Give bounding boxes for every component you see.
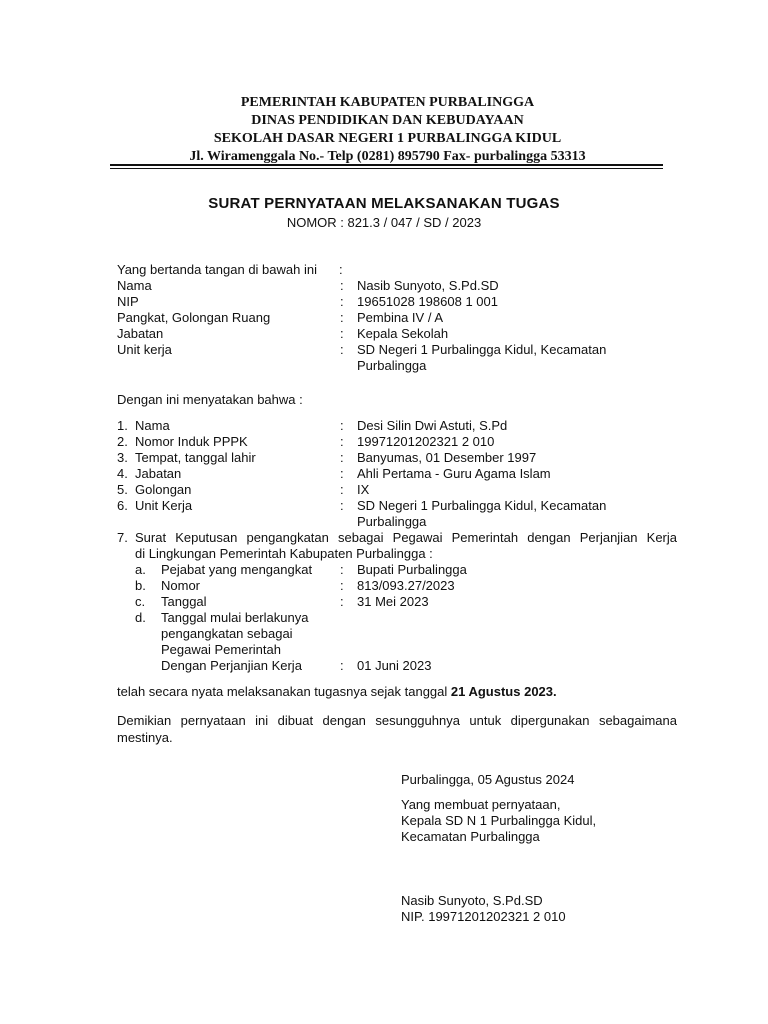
field-label-continued: Dengan Perjanjian Kerja [161, 658, 302, 673]
employee-row-unit-cont [117, 514, 677, 530]
field-label: Golongan [135, 482, 192, 497]
item-number: 5. [117, 482, 128, 497]
field-colon: : [340, 498, 344, 513]
field-value: Bupati Purbalingga [357, 562, 467, 577]
letterhead-rule-thick [110, 164, 663, 166]
field-value: 813/093.27/2023 [357, 578, 455, 593]
item-number: 6. [117, 498, 128, 513]
field-value: 01 Juni 2023 [357, 658, 432, 673]
signature-position: Kepala SD N 1 Purbalingga Kidul, [401, 813, 597, 828]
field-label: Jabatan [117, 326, 164, 341]
item-number: 1. [117, 418, 128, 433]
declare-intro: Dengan ini menyatakan bahwa : [117, 392, 303, 407]
field-colon: : [340, 594, 344, 609]
signer-row-unit [117, 342, 677, 358]
letterhead-department: DINAS PENDIDIKAN DAN KEBUDAYAAN [251, 113, 524, 128]
letterhead-school: SEKOLAH DASAR NEGERI 1 PURBALINGGA KIDUL [213, 131, 562, 146]
letterhead-rule-thin [110, 168, 663, 169]
field-value: SD Negeri 1 Purbalingga Kidul, Kecamatan [357, 342, 607, 357]
field-colon: : [340, 578, 344, 593]
employee-row-position [117, 466, 677, 482]
item-number: 7. [117, 530, 128, 545]
field-label: Nama [117, 278, 152, 293]
field-colon: : [340, 342, 344, 357]
employee-row-nipppk [117, 434, 677, 450]
item7-text-continued: di Lingkungan Pemerintah Kabupaten Purbalingga : [135, 546, 433, 561]
field-colon: : [340, 658, 344, 673]
item7-line2 [117, 546, 677, 562]
field-colon: : [340, 326, 344, 341]
field-colon: : [340, 278, 344, 293]
statement-line [117, 684, 677, 700]
letterhead-government: PEMERINTAH KABUPATEN PURBALINGGA [240, 95, 535, 110]
item-number: 3. [117, 450, 128, 465]
statement-text: telah secara nyata melaksanakan tugasnya sejak tanggal [117, 684, 451, 699]
signer-row-position [117, 326, 677, 342]
letterhead-address: Jl. Wiramenggala No.- Telp (0281) 895790 Fax- purbalingga 53313 [189, 149, 586, 164]
item7-sub-d-line2 [117, 626, 677, 642]
signature-place-date: Purbalingga, 05 Agustus 2024 [401, 772, 575, 787]
item7-line1 [117, 530, 677, 546]
field-colon: : [340, 434, 344, 449]
intro-line [117, 262, 677, 278]
sub-letter: c. [135, 594, 146, 609]
signature-nip: NIP. 19971201202321 2 010 [401, 909, 566, 924]
field-colon: : [340, 418, 344, 433]
signer-row-unit-cont [117, 358, 677, 374]
signer-row-name [117, 278, 677, 294]
signer-row-nip [117, 294, 677, 310]
field-label: Pejabat yang mengangkat [161, 562, 313, 577]
field-label: Jabatan [135, 466, 182, 481]
field-value: Kepala Sekolah [357, 326, 449, 341]
item7-text: Surat Keputusan pengangkatan sebagai Pegawai Pemerintah dengan Perjanjian Kerja [135, 530, 677, 545]
intro-colon: : [339, 262, 343, 277]
field-value: Ahli Pertama - Guru Agama Islam [357, 466, 551, 481]
field-label: Nama [135, 418, 170, 433]
field-colon: : [340, 482, 344, 497]
item7-sub-a [117, 562, 677, 578]
field-value: Banyumas, 01 Desember 1997 [357, 450, 537, 465]
field-label: Tempat, tanggal lahir [135, 450, 256, 465]
item7-sub-d-line4 [117, 658, 677, 674]
field-label-continued: Pegawai Pemerintah [161, 642, 281, 657]
field-label-continued: pengangkatan sebagai [161, 626, 293, 641]
item7-sub-c [117, 594, 677, 610]
field-value: 19971201202321 2 010 [357, 434, 495, 449]
field-label: Tanggal [161, 594, 207, 609]
field-colon: : [340, 310, 344, 325]
employee-row-unit [117, 498, 677, 514]
item7-sub-d-line3 [117, 642, 677, 658]
signature-maker: Yang membuat pernyataan, [401, 797, 561, 812]
item-number: 2. [117, 434, 128, 449]
intro-text: Yang bertanda tangan di bawah ini [117, 262, 317, 277]
employee-row-grade [117, 482, 677, 498]
field-label: Unit Kerja [135, 498, 193, 513]
field-value: Nasib Sunyoto, S.Pd.SD [357, 278, 499, 293]
signature-name: Nasib Sunyoto, S.Pd.SD [401, 893, 543, 908]
sub-letter: d. [135, 610, 146, 625]
field-label: Pangkat, Golongan Ruang [117, 310, 271, 325]
employee-row-birth [117, 450, 677, 466]
field-value-continued: Purbalingga [357, 514, 427, 529]
employee-row-name [117, 418, 677, 434]
field-label: NIP [117, 294, 139, 309]
sub-letter: b. [135, 578, 146, 593]
field-label: Tanggal mulai berlakunya [161, 610, 309, 625]
field-colon: : [340, 294, 344, 309]
letterhead [100, 94, 675, 166]
statement-date: 21 Agustus 2023. [450, 684, 557, 699]
field-label: Nomor [161, 578, 201, 593]
field-value: 31 Mei 2023 [357, 594, 429, 609]
field-colon: : [340, 466, 344, 481]
field-value: SD Negeri 1 Purbalingga Kidul, Kecamatan [357, 498, 607, 513]
field-value-continued: Purbalingga [357, 358, 427, 373]
document-title: SURAT PERNYATAAN MELAKSANAKAN TUGAS [208, 195, 560, 212]
field-label: Unit kerja [117, 342, 172, 357]
signature-position-continued: Kecamatan Purbalingga [401, 829, 540, 844]
item7-sub-b [117, 578, 677, 594]
field-colon: : [340, 450, 344, 465]
field-value: Pembina IV / A [357, 310, 443, 325]
sub-letter: a. [135, 562, 146, 577]
field-value: Desi Silin Dwi Astuti, S.Pd [357, 418, 508, 433]
document-number: NOMOR : 821.3 / 047 / SD / 2023 [286, 215, 482, 230]
item-number: 4. [117, 466, 128, 481]
signer-row-rank [117, 310, 677, 326]
item7-sub-d-line1 [117, 610, 677, 626]
closing-paragraph: Demikian pernyataan ini dibuat dengan sesungguhnya untuk dipergunakan sebagaimana mestinya. [117, 713, 677, 745]
field-value: 19651028 198608 1 001 [357, 294, 498, 309]
field-label: Nomor Induk PPPK [135, 434, 248, 449]
field-colon: : [340, 562, 344, 577]
field-value: IX [357, 482, 370, 497]
